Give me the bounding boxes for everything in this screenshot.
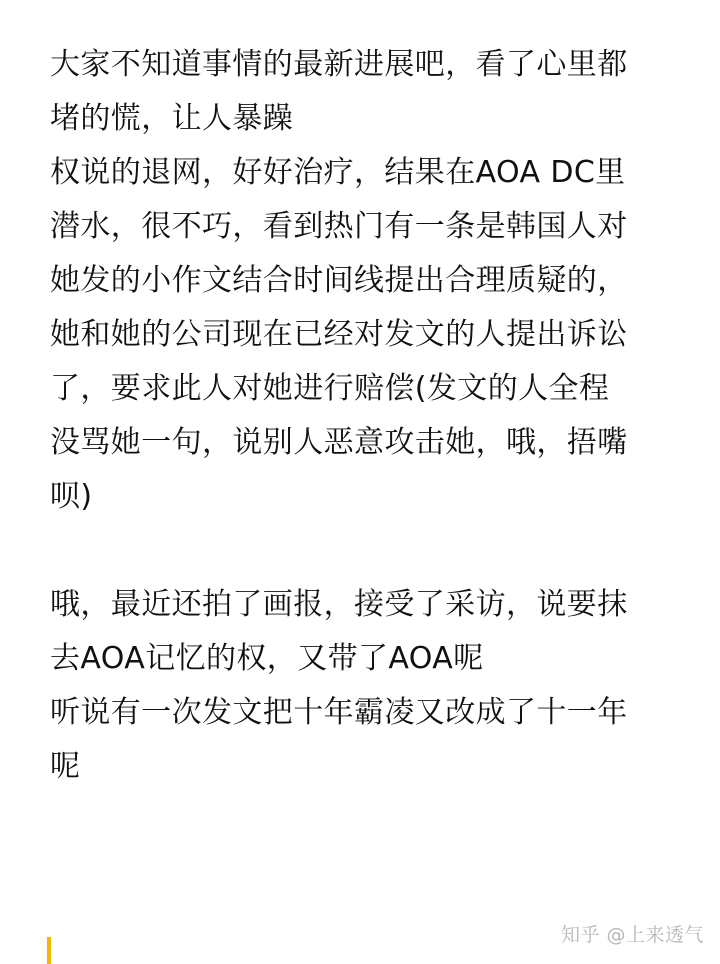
text-line: 呢 bbox=[50, 749, 81, 784]
text-line: 哦，最近还拍了画报，接受了采访，说要抹 bbox=[50, 587, 628, 622]
post-content bbox=[50, 38, 690, 794]
text-line: 呗) bbox=[50, 479, 93, 514]
text-line: 堵的慌，让人暴躁 bbox=[50, 101, 294, 136]
paragraph-2 bbox=[50, 578, 690, 794]
text-line: 大家不知道事情的最新进展吧，看了心里都 bbox=[50, 47, 628, 82]
text-line: 她发的小作文结合时间线提出合理质疑的， bbox=[50, 263, 628, 298]
text-line: 去AOA记忆的权，又带了AOA呢 bbox=[50, 641, 484, 676]
zhihu-watermark: 知乎 @上来透气 bbox=[560, 924, 704, 946]
text-line: 听说有一次发文把十年霸凌又改成了十一年 bbox=[50, 695, 628, 730]
text-line: 潜水，很不巧，看到热门有一条是韩国人对 bbox=[50, 209, 628, 244]
paragraph-spacer bbox=[50, 524, 690, 578]
text-line: 她和她的公司现在已经对发文的人提出诉讼 bbox=[50, 317, 628, 352]
quote-bar bbox=[47, 937, 51, 964]
text-line: 权说的退网，好好治疗，结果在AOA DC里 bbox=[50, 155, 626, 190]
paragraph-1 bbox=[50, 38, 690, 524]
text-line: 了，要求此人对她进行赔偿(发文的人全程 bbox=[50, 371, 610, 406]
text-line: 没骂她一句，说别人恶意攻击她，哦，捂嘴 bbox=[50, 425, 628, 460]
